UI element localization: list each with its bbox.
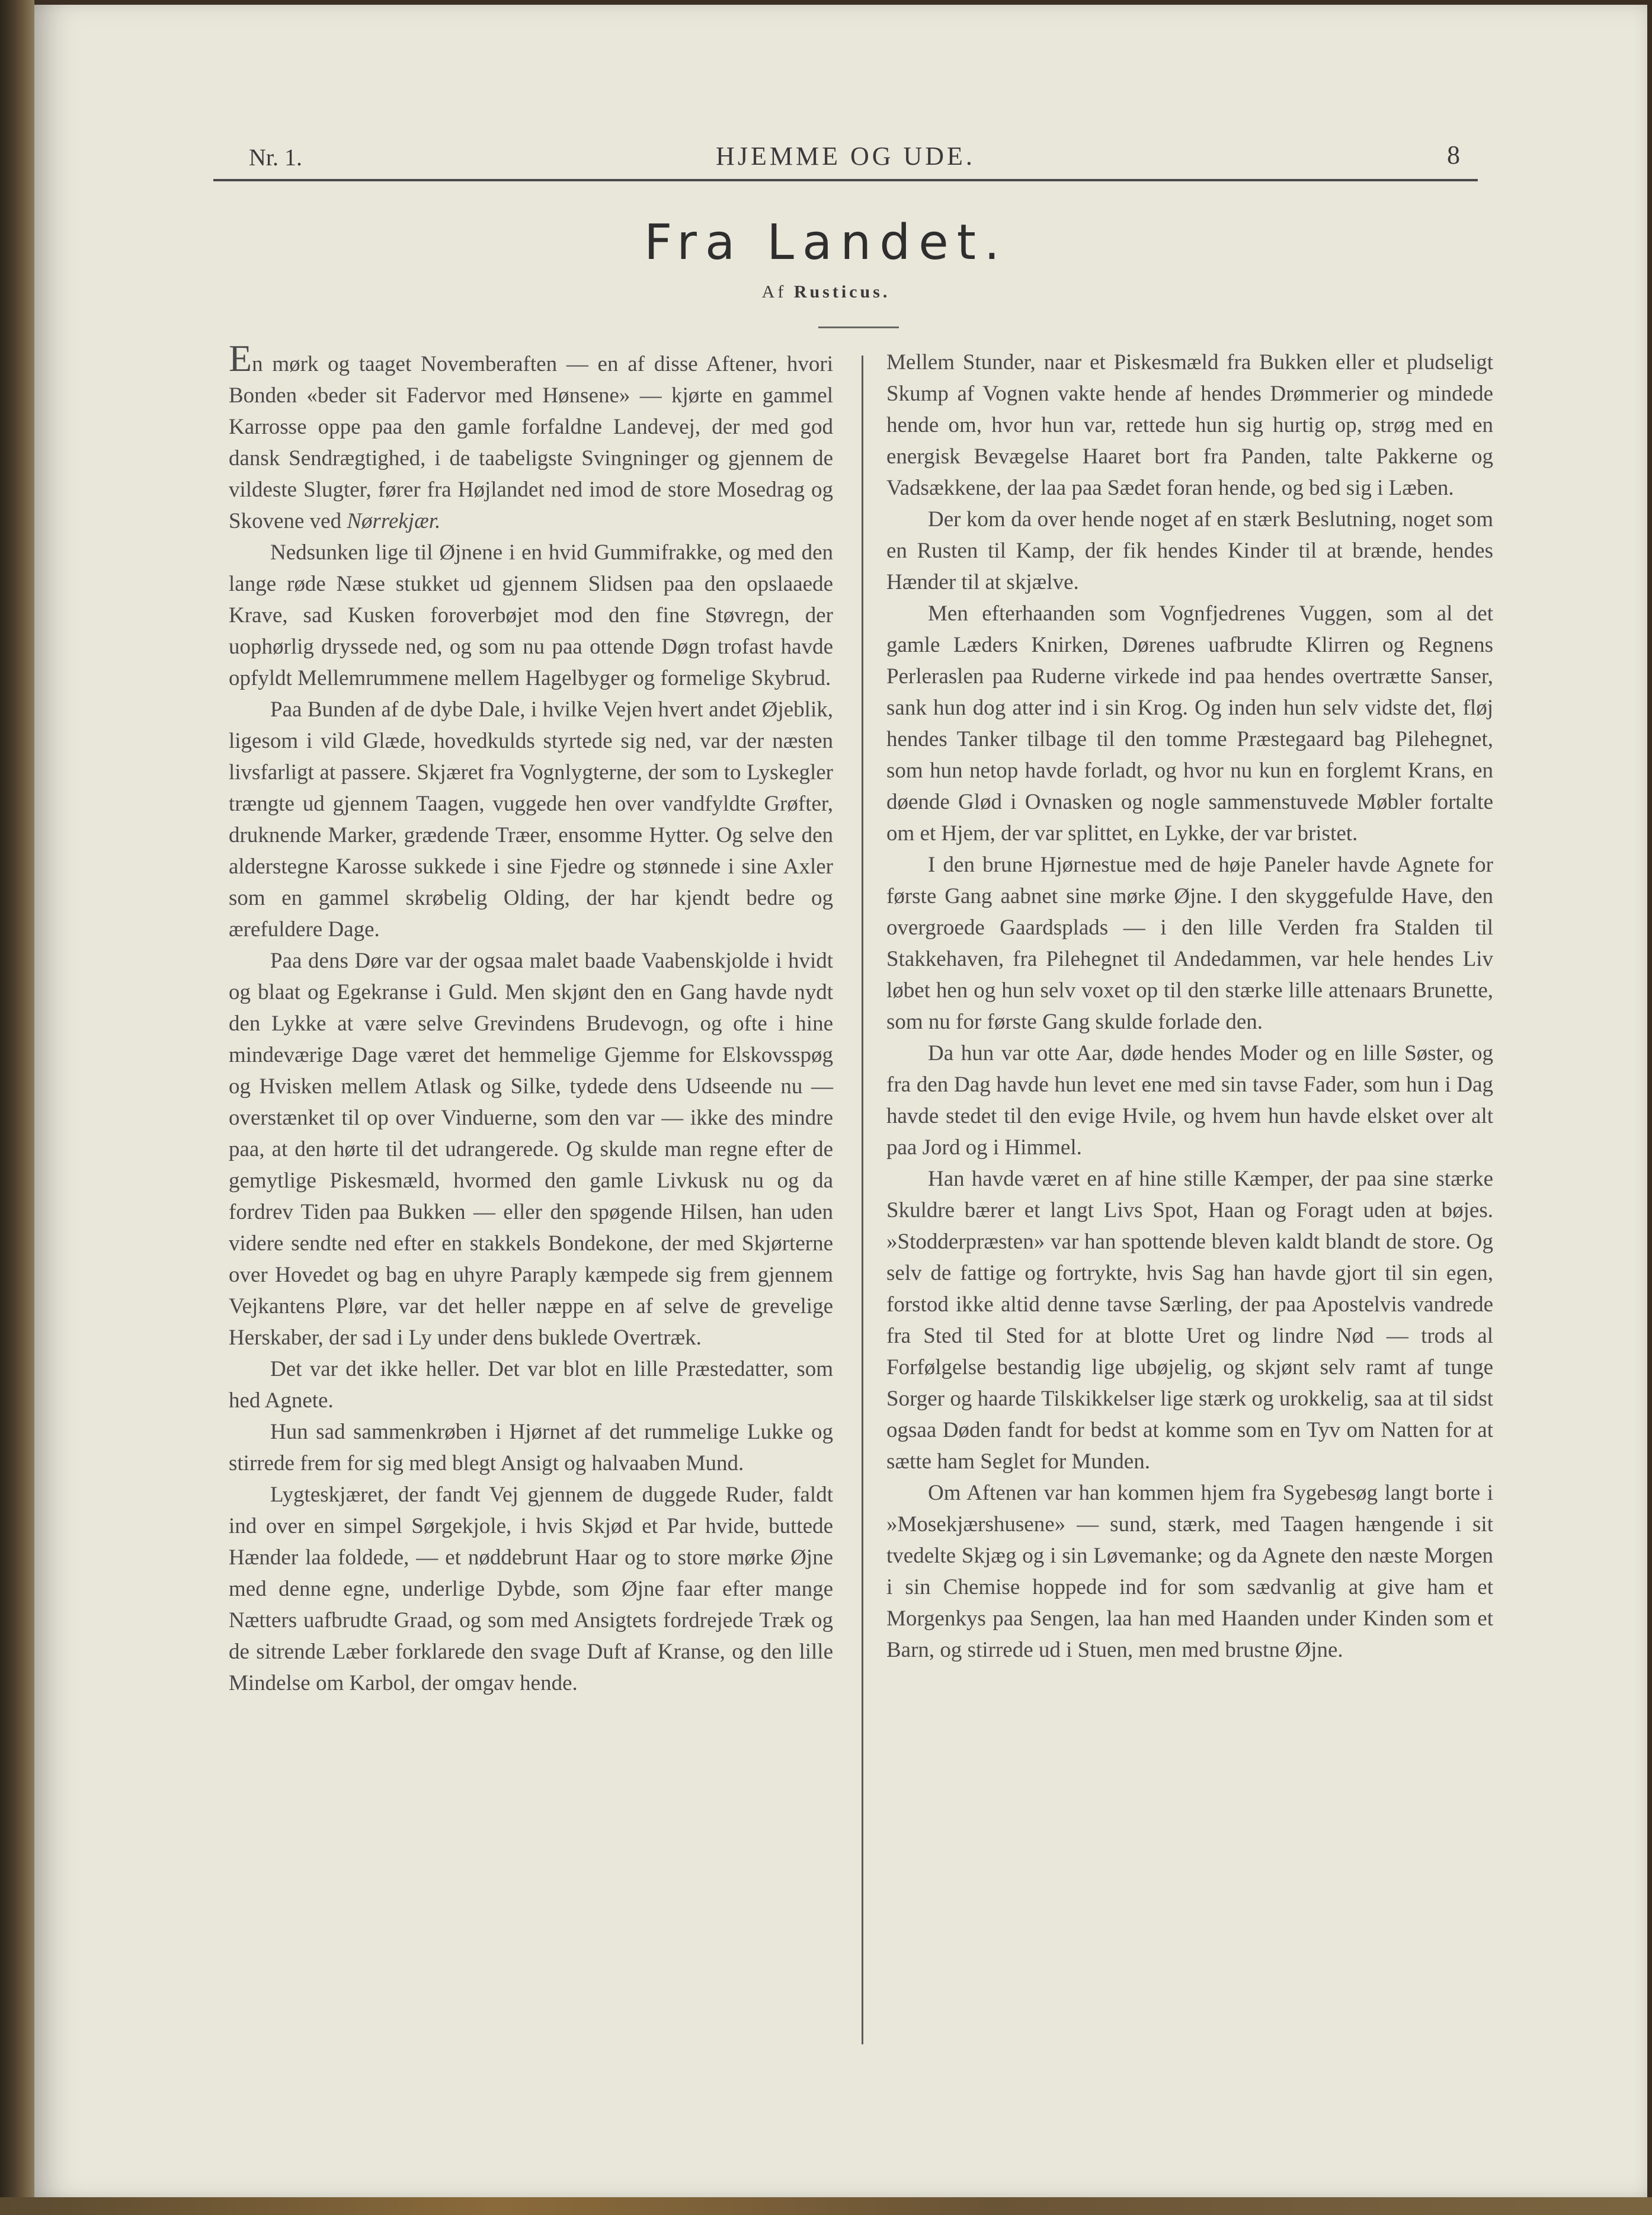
paragraph: Da hun var otte Aar, døde hendes Moder og en lille Søster, og fra den Dag havde hun levet ene med sin tavse Fader, som hun i Dag havde stedet til den evige Hvile, og hvem hun havde elsket over alt paa Jord og i Himmel. — [886, 1041, 1493, 1160]
article-title: Fra Landet. — [644, 215, 1008, 271]
paragraph: Om Aftenen var han kommen hjem fra Sygebesøg langt borte i »Mosekjærshusene» — sund, stærk, med Taagen hængende i sit tvedelte Skjæg og i sin Løvemanke; og da Agnete den næste Morgen i sin Chemise hoppede ind for som sædvanlig at give ham et Morgenkys paa Sengen, laa han med Haanden under Kinden som et Barn, og stirrede ud i Stuen, men med brustne Øjne. — [886, 1481, 1493, 1662]
opening-text: n mørk og taaget Novemberaften — en af disse Aftener, hvori Bonden «beder sit Fadervor med Hønsene» — kjørte en gammel Karrosse oppe paa den gamle forfaldne Landevej, der med god dansk Sendrægtighed, i de taabeligste Svingninger og gjennem de vildeste Slugter, fører fra Højlandet ned imod de store Mosedrag og Skovene ved — [229, 352, 833, 533]
paragraph: Paa dens Døre var der ogsaa malet baade Vaabenskjolde i hvidt og blaat og Egekranse i Guld. Men skjønt den en Gang havde nydt den Lykke at være selve Grevindens Brudevogn, og ofte i hine mindeværige Dage været det hemmelige Gjemme for Elskovsspøg og Hvisken mellem Atlask og Silke, tydede dens Udseende nu — overstænket til op over Vinduerne, som den var — ikke des mindre paa, at den hørte til det udrangerede. Og skulde man regne efter de gemytlige Piskesmæld, hvormed den gamle Livkusk nu og da fordrev Tiden paa Bukken — eller den spøgende Hilsen, han uden videre sendte ned efter en stakkels Bondekone, der med Skjørterne over Hovedet og bag en uhyre Paraply kæmpede sig frem gjennem Vejkantens Pløre, var det heller næppe en af selve de grevelige Herskaber, der sad i Ly under dens buklede Overtræk. — [229, 949, 833, 1350]
issue-number: Nr. 1. — [249, 144, 302, 171]
left-column — [229, 337, 833, 1699]
paragraph: Paa Bunden af de dybe Dale, i hvilke Vejen hvert andet Øjeblik, ligesom i vild Glæde, hovedkulds styrtede sig ned, var der næsten livsfarligt at passere. Skjæret fra Vognlygterne, der som to Lyskegler trængte ud gjennem Taagen, vuggede hen over vandfyldte Grøfter, druknende Marker, grædende Træer, ensomme Hytter. Og selve den alderstegne Karosse sukkede i sine Fjedre og stønnede i sine Axler som en gammel skrøbelig Olding, der har kjendt bedre og ærefuldere Dage. — [229, 697, 833, 942]
running-title: HJEMME OG UDE. — [716, 142, 975, 171]
drop-cap: E — [229, 337, 252, 379]
paragraph: Der kom da over hende noget af en stærk Beslutning, noget som en Rusten til Kamp, der fik hendes Kinder til at brænde, hendes Hænder til at skjælve. — [886, 507, 1493, 594]
place-name: Nørrekjær. — [347, 509, 441, 533]
column-divider — [862, 356, 863, 2044]
running-header — [213, 137, 1478, 181]
paragraph: Det var det ikke heller. Det var blot en lille Præstedatter, som hed Agnete. — [229, 1357, 833, 1413]
author-name: Rusticus. — [793, 282, 891, 302]
page-bottom-edge — [0, 2197, 1652, 2215]
paragraph: Men efterhaanden som Vognfjedrenes Vuggen, som al det gamle Læders Knirken, Dørenes uafbrudte Klirren og Regnens Perleraslen paa Ruderne virkede ind paa hendes overtrætte Sanser, sank hun dog atter ind i sin Krog. Og inden hun selv vidste det, fløj hendes Tanker tilbage til den tomme Præstegaard bag Pilehegnet, som hun netop havde forladt, og hvor nu kun en forglemt Krans, en døende Glød i Ovnasken og nogle sammenstuvede Møbler fortalte om et Hjem, der var splittet, en Lykke, der var bristet. — [886, 601, 1493, 846]
title-rule — [818, 327, 899, 328]
paragraph: Hun sad sammenkrøben i Hjørnet af det rummelige Lukke og stirrede frem for sig med blegt Ansigt og halvaaben Mund. — [229, 1420, 833, 1475]
book-binding — [0, 0, 34, 2215]
paragraph: Nedsunken lige til Øjnene i en hvid Gummifrakke, og med den lange røde Næse stukket ud gjennem Slidsen paa den opslaaede Krave, sad Kusken foroverbøjet mod den fine Støvregn, der uophørlig dryssede ned, og som nu paa ottende Døgn trofast havde opfyldt Mellemrummene mellem Hagelbyger og formelige Skybrud. — [229, 540, 833, 690]
opening-paragraph — [229, 337, 833, 537]
page-number: 8 — [1447, 140, 1460, 169]
article-byline — [178, 282, 1474, 302]
paragraph: Han havde været en af hine stille Kæmper, der paa sine stærke Skuldre bærer et langt Livs Spot, Haan og Foragt uden at bøjes. »Stodderpræsten» var han spottende bleven kaldt blandt de store. Og selv de fattige og fortrykte, hvis Sag han havde gjort til sin egen, forstod ikke altid denne tavse Særling, der paa Apostelvis vandrede fra Sted til Sted for at blotte Uret og lindre Nød — trods al Forfølgelse bestandig lige ubøjelig, og skjønt selv ramt af tunge Sorger og haarde Tilskikkelser lige stærk og urokkelig, saa at til sidst ogsaa Døden fandt for bedst at komme som en Tyv om Natten for at sætte ham Seglet for Munden. — [886, 1167, 1493, 1474]
right-column — [886, 347, 1493, 1666]
paragraph: Lygteskjæret, der fandt Vej gjennem de duggede Ruder, faldt ind over en simpel Sørgekjole, i hvis Skjød et Par hvide, buttede Hænder laa foldede, — et nøddebrunt Haar og to store mørke Øjne med denne egne, underlige Dybde, som Øjne faar efter mange Nætters uafbrudte Graad, og som med Ansigtets fordrejede Træk og de sitrende Læber forklarede den svage Duft af Kranse, og den lille Mindelse om Karbol, der omgav hende. — [229, 1483, 833, 1695]
paragraph: Mellem Stunder, naar et Piskesmæld fra Bukken eller et pludseligt Skump af Vognen vakte hende af hendes Drømmerier og mindede hende om, hvor hun var, rettede hun sig hurtig op, strøg med en energisk Bevægelse Haaret bort fra Panden, talte Pakkerne og Vadsækkene, der laa paa Sædet foran hende, og bed sig i Læben. — [886, 350, 1493, 500]
byline-prefix: Af — [761, 282, 787, 302]
paragraph: I den brune Hjørnestue med de høje Paneler havde Agnete for første Gang aabnet sine mørke Øjne. I den skyggefulde Have, den overgroede Gaardsplads — i den lille Verden fra Stalden til Stakkehaven, fra Pilehegnet til Andedammen, var hele hendes Liv løbet hen og hun selv voxet op til den stærke lille attenaars Brunette, som nu for første Gang skulde forlade den. — [886, 853, 1493, 1034]
